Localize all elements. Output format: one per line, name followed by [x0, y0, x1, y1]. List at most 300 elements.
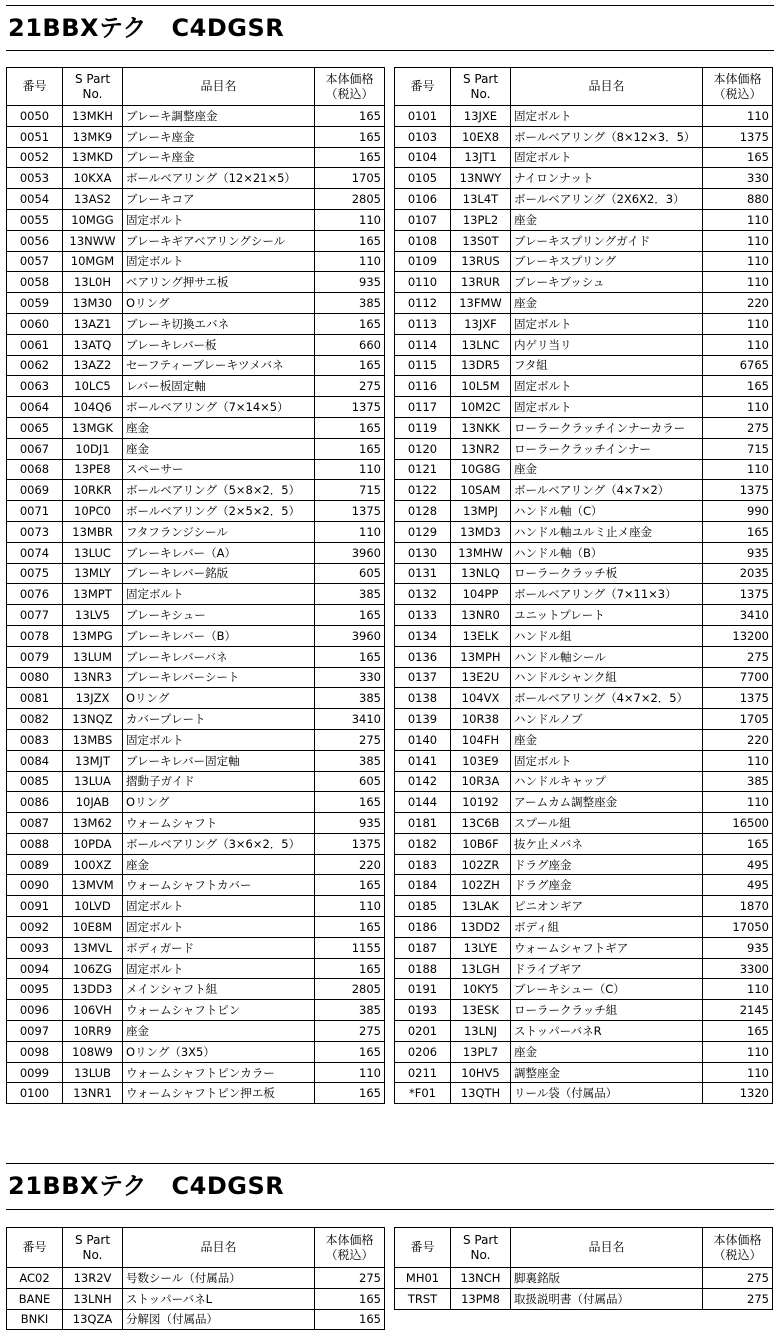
header-price-line2: （税込）: [713, 86, 762, 101]
cell-item-name: ウォームシャフトピン: [123, 1000, 315, 1021]
cell-spart-no: 106VH: [63, 1000, 123, 1021]
cell-price: 605: [315, 771, 385, 792]
cell-spart-no: 13LNJ: [451, 1021, 511, 1042]
table-row: [7, 313, 385, 334]
cell-number: 0068: [7, 459, 63, 480]
table-row: [7, 605, 385, 626]
parts-table-2-left: [6, 1227, 385, 1330]
cell-item-name: ボールベアリング（4×7×2．5）: [511, 688, 703, 709]
cell-spart-no: 13MHW: [451, 542, 511, 563]
cell-item-name: ボールベアリング（2×5×2．5）: [123, 501, 315, 522]
cell-spart-no: 13DD2: [451, 917, 511, 938]
cell-number: *F01: [395, 1083, 451, 1104]
cell-price: 385: [703, 771, 773, 792]
cell-item-name: 座金: [123, 438, 315, 459]
cell-number: 0130: [395, 542, 451, 563]
cell-number: 0103: [395, 126, 451, 147]
cell-spart-no: 13M62: [63, 813, 123, 834]
header-spart-no: [451, 68, 511, 106]
cell-spart-no: 13S0T: [451, 230, 511, 251]
header-number: 番号: [7, 1228, 63, 1268]
cell-number: 0051: [7, 126, 63, 147]
header-spart-line2: No.: [82, 86, 103, 101]
cell-price: 165: [703, 147, 773, 168]
cell-spart-no: 13RUS: [451, 251, 511, 272]
cell-price: 110: [703, 272, 773, 293]
cell-item-name: Oリング: [123, 688, 315, 709]
header-number: 番号: [7, 68, 63, 106]
table-row: [395, 1268, 773, 1289]
cell-item-name: 摺動子ガイド: [123, 771, 315, 792]
table-row: [395, 459, 773, 480]
cell-spart-no: 13MVM: [63, 875, 123, 896]
cell-number: 0128: [395, 501, 451, 522]
cell-item-name: ウォームシャフトギア: [511, 937, 703, 958]
cell-spart-no: 13PM8: [451, 1288, 511, 1309]
cell-item-name: ハンドル組: [511, 625, 703, 646]
cell-number: 0137: [395, 667, 451, 688]
cell-number: AC02: [7, 1268, 63, 1289]
cell-price: 935: [315, 813, 385, 834]
table-row: [395, 168, 773, 189]
cell-spart-no: 13LUB: [63, 1062, 123, 1083]
table-row: [395, 480, 773, 501]
cell-number: 0080: [7, 667, 63, 688]
table-row: [395, 792, 773, 813]
cell-spart-no: 13MGK: [63, 417, 123, 438]
table-row: [7, 979, 385, 1000]
cell-spart-no: 13NKK: [451, 417, 511, 438]
table-row: [395, 313, 773, 334]
cell-price: 330: [703, 168, 773, 189]
cell-spart-no: 10PC0: [63, 501, 123, 522]
table-row: [395, 106, 773, 127]
cell-item-name: ボールベアリング（2X6X2．3）: [511, 189, 703, 210]
table-row: [7, 209, 385, 230]
cell-number: 0082: [7, 709, 63, 730]
cell-price: 660: [315, 334, 385, 355]
cell-price: 495: [703, 854, 773, 875]
table-row: [7, 1000, 385, 1021]
cell-spart-no: 13R2V: [63, 1268, 123, 1289]
cell-spart-no: 13LYE: [451, 937, 511, 958]
header-number: 番号: [395, 1228, 451, 1268]
cell-number: 0090: [7, 875, 63, 896]
cell-spart-no: 104PP: [451, 584, 511, 605]
cell-price: 110: [315, 896, 385, 917]
cell-spart-no: 13LGH: [451, 958, 511, 979]
cell-item-name: ハンドルノブ: [511, 709, 703, 730]
header-spart-line2: No.: [470, 86, 491, 101]
cell-item-name: リール袋（付属品）: [511, 1083, 703, 1104]
table-row: [395, 355, 773, 376]
cell-number: 0104: [395, 147, 451, 168]
cell-spart-no: 13NLQ: [451, 563, 511, 584]
cell-price: 165: [315, 126, 385, 147]
table-row: [7, 833, 385, 854]
table-row: [395, 709, 773, 730]
cell-number: 0085: [7, 771, 63, 792]
cell-number: 0061: [7, 334, 63, 355]
header-price: [703, 68, 773, 106]
cell-spart-no: 10RR9: [63, 1021, 123, 1042]
cell-spart-no: 103E9: [451, 750, 511, 771]
cell-item-name: 座金: [511, 459, 703, 480]
cell-price: 110: [703, 397, 773, 418]
cell-item-name: ボディガード: [123, 937, 315, 958]
cell-item-name: 固定ボルト: [123, 584, 315, 605]
cell-number: 0053: [7, 168, 63, 189]
table-row: [7, 667, 385, 688]
header-number: 番号: [395, 68, 451, 106]
cell-price: 165: [703, 521, 773, 542]
cell-number: 0186: [395, 917, 451, 938]
cell-item-name: 座金: [123, 417, 315, 438]
cell-item-name: 固定ボルト: [511, 376, 703, 397]
cell-number: 0058: [7, 272, 63, 293]
cell-item-name: ボールベアリング（4×7×2）: [511, 480, 703, 501]
table-row: [395, 1062, 773, 1083]
header-spart-line1: S Part: [74, 1232, 111, 1247]
cell-spart-no: 10L5M: [451, 376, 511, 397]
cell-item-name: ドラグ座金: [511, 854, 703, 875]
cell-spart-no: 10R3A: [451, 771, 511, 792]
table-row: [7, 1083, 385, 1104]
cell-number: 0193: [395, 1000, 451, 1021]
cell-spart-no: 10DJ1: [63, 438, 123, 459]
cell-number: 0115: [395, 355, 451, 376]
cell-price: 110: [703, 792, 773, 813]
cell-spart-no: 13JZX: [63, 688, 123, 709]
cell-number: 0105: [395, 168, 451, 189]
cell-item-name: ブレーキ座金: [123, 126, 315, 147]
header-price-line2: （税込）: [713, 1247, 762, 1262]
cell-number: 0089: [7, 854, 63, 875]
cell-price: 385: [315, 750, 385, 771]
cell-item-name: ドラグ座金: [511, 875, 703, 896]
cell-price: 385: [315, 584, 385, 605]
header-price-line1: 本体価格: [325, 71, 374, 86]
table-row: [395, 771, 773, 792]
cell-item-name: ベアリング押サエ板: [123, 272, 315, 293]
cell-spart-no: 10RKR: [63, 480, 123, 501]
cell-spart-no: 13LAK: [451, 896, 511, 917]
cell-number: 0181: [395, 813, 451, 834]
cell-number: 0095: [7, 979, 63, 1000]
cell-price: 16500: [703, 813, 773, 834]
cell-number: 0065: [7, 417, 63, 438]
cell-number: 0063: [7, 376, 63, 397]
table-row: [7, 272, 385, 293]
cell-spart-no: 13LV5: [63, 605, 123, 626]
cell-price: 110: [315, 459, 385, 480]
cell-price: 110: [703, 979, 773, 1000]
table-row: [7, 646, 385, 667]
cell-item-name: 取扱説明書（付属品）: [511, 1288, 703, 1309]
cell-number: 0108: [395, 230, 451, 251]
cell-price: 275: [703, 646, 773, 667]
cell-spart-no: 13MK9: [63, 126, 123, 147]
table-row: [395, 1288, 773, 1309]
cell-price: 275: [703, 417, 773, 438]
cell-price: 110: [703, 209, 773, 230]
cell-number: 0139: [395, 709, 451, 730]
cell-item-name: ブレーキレバー板: [123, 334, 315, 355]
cell-spart-no: 10M2C: [451, 397, 511, 418]
table-row: [7, 168, 385, 189]
cell-item-name: ブレーキシュー（C）: [511, 979, 703, 1000]
table-row: [7, 937, 385, 958]
cell-spart-no: 13MBR: [63, 521, 123, 542]
table-header-row: [7, 1228, 385, 1268]
table-row: [7, 584, 385, 605]
cell-spart-no: 10SAM: [451, 480, 511, 501]
cell-spart-no: 13QTH: [451, 1083, 511, 1104]
cell-item-name: ピニオンギア: [511, 896, 703, 917]
cell-number: 0076: [7, 584, 63, 605]
table-row: [395, 126, 773, 147]
cell-item-name: ブレーキレバーバネ: [123, 646, 315, 667]
table-row: [395, 958, 773, 979]
table-row: [7, 438, 385, 459]
cell-item-name: フタ組: [511, 355, 703, 376]
cell-spart-no: 13NWY: [451, 168, 511, 189]
table-row: [395, 917, 773, 938]
cell-price: 165: [315, 1288, 385, 1309]
cell-number: 0107: [395, 209, 451, 230]
cell-price: 110: [315, 251, 385, 272]
cell-spart-no: 13C6B: [451, 813, 511, 834]
cell-number: 0084: [7, 750, 63, 771]
cell-price: 935: [703, 937, 773, 958]
top-rule: [6, 5, 774, 6]
cell-item-name: ブレーキスプリング: [511, 251, 703, 272]
table-row: [7, 480, 385, 501]
cell-price: 165: [315, 1041, 385, 1062]
cell-number: 0055: [7, 209, 63, 230]
cell-price: 165: [315, 438, 385, 459]
cell-price: 330: [315, 667, 385, 688]
parts-table-1-right: [394, 67, 773, 1104]
cell-price: 3410: [703, 605, 773, 626]
cell-item-name: 座金: [511, 729, 703, 750]
cell-number: 0117: [395, 397, 451, 418]
cell-spart-no: 10192: [451, 792, 511, 813]
cell-spart-no: 10KXA: [63, 168, 123, 189]
cell-item-name: スペーサー: [123, 459, 315, 480]
header-item-name: 品目名: [123, 1228, 315, 1268]
section-2-top-rule: [6, 1163, 774, 1164]
cell-price: 2145: [703, 1000, 773, 1021]
cell-number: BNKI: [7, 1309, 63, 1330]
cell-number: 0134: [395, 625, 451, 646]
table-row: [395, 1021, 773, 1042]
cell-spart-no: 104Q6: [63, 397, 123, 418]
cell-item-name: ハンドル軸シール: [511, 646, 703, 667]
cell-number: 0188: [395, 958, 451, 979]
cell-price: 1155: [315, 937, 385, 958]
cell-spart-no: 10HV5: [451, 1062, 511, 1083]
cell-price: 220: [703, 293, 773, 314]
cell-price: 165: [315, 958, 385, 979]
cell-number: 0069: [7, 480, 63, 501]
section-1-title-rule: [6, 50, 774, 51]
cell-number: 0182: [395, 833, 451, 854]
cell-price: 1375: [703, 584, 773, 605]
cell-spart-no: 13NR2: [451, 438, 511, 459]
table-row: [7, 917, 385, 938]
cell-number: 0201: [395, 1021, 451, 1042]
cell-item-name: 分解図（付属品）: [123, 1309, 315, 1330]
table-row: [395, 667, 773, 688]
header-price: [703, 1228, 773, 1268]
table-row: [395, 501, 773, 522]
cell-item-name: ストッパーバネR: [511, 1021, 703, 1042]
header-price-line2: （税込）: [325, 1247, 374, 1262]
cell-number: 0064: [7, 397, 63, 418]
cell-number: 0140: [395, 729, 451, 750]
cell-spart-no: 13MVL: [63, 937, 123, 958]
cell-price: 495: [703, 875, 773, 896]
cell-number: 0191: [395, 979, 451, 1000]
cell-number: MH01: [395, 1268, 451, 1289]
cell-item-name: ボールベアリング（5×8×2．5）: [123, 480, 315, 501]
header-spart-line1: S Part: [462, 71, 499, 86]
cell-spart-no: 13NQZ: [63, 709, 123, 730]
cell-number: 0097: [7, 1021, 63, 1042]
cell-number: 0092: [7, 917, 63, 938]
cell-spart-no: 13LUM: [63, 646, 123, 667]
cell-item-name: 座金: [123, 1021, 315, 1042]
table-row: [395, 813, 773, 834]
cell-number: 0206: [395, 1041, 451, 1062]
cell-spart-no: 13NCH: [451, 1268, 511, 1289]
table-row: [395, 334, 773, 355]
cell-item-name: Oリング（3X5）: [123, 1041, 315, 1062]
table-row: [7, 147, 385, 168]
cell-number: 0060: [7, 313, 63, 334]
cell-spart-no: 10R38: [451, 709, 511, 730]
cell-item-name: ブレーキ調整座金: [123, 106, 315, 127]
cell-item-name: Oリング: [123, 293, 315, 314]
cell-spart-no: 13L4T: [451, 189, 511, 210]
header-price: [315, 68, 385, 106]
header-price-line2: （税込）: [325, 86, 374, 101]
table-row: [395, 1083, 773, 1104]
cell-item-name: スプール組: [511, 813, 703, 834]
cell-item-name: ローラークラッチインナー: [511, 438, 703, 459]
cell-price: 935: [703, 542, 773, 563]
table-row: [395, 937, 773, 958]
cell-spart-no: 10LC5: [63, 376, 123, 397]
cell-item-name: ハンドル軸（B）: [511, 542, 703, 563]
table-row: [395, 293, 773, 314]
cell-spart-no: 13E2U: [451, 667, 511, 688]
cell-number: 0109: [395, 251, 451, 272]
cell-item-name: 固定ボルト: [123, 729, 315, 750]
table-row: [7, 251, 385, 272]
cell-price: 165: [703, 376, 773, 397]
cell-price: 110: [703, 1062, 773, 1083]
cell-price: 220: [703, 729, 773, 750]
cell-spart-no: 10MGM: [63, 251, 123, 272]
cell-price: 165: [315, 792, 385, 813]
cell-number: 0079: [7, 646, 63, 667]
cell-item-name: Oリング: [123, 792, 315, 813]
cell-spart-no: 13MKH: [63, 106, 123, 127]
cell-item-name: 固定ボルト: [511, 750, 703, 771]
cell-price: 17050: [703, 917, 773, 938]
cell-item-name: 抜ケ止メバネ: [511, 833, 703, 854]
cell-item-name: ブレーキ切換エバネ: [123, 313, 315, 334]
cell-number: 0100: [7, 1083, 63, 1104]
table-row: [7, 958, 385, 979]
cell-spart-no: 13FMW: [451, 293, 511, 314]
cell-number: 0075: [7, 563, 63, 584]
cell-number: 0052: [7, 147, 63, 168]
cell-number: 0057: [7, 251, 63, 272]
cell-number: 0087: [7, 813, 63, 834]
cell-spart-no: 13NWW: [63, 230, 123, 251]
cell-price: 880: [703, 189, 773, 210]
cell-number: 0183: [395, 854, 451, 875]
cell-item-name: ストッパーバネL: [123, 1288, 315, 1309]
cell-number: 0056: [7, 230, 63, 251]
cell-price: 1705: [703, 709, 773, 730]
cell-item-name: 固定ボルト: [511, 397, 703, 418]
cell-item-name: 調整座金: [511, 1062, 703, 1083]
cell-price: 110: [703, 230, 773, 251]
table-row: [7, 106, 385, 127]
cell-item-name: ブレーキスプリングガイド: [511, 230, 703, 251]
cell-spart-no: 13ATQ: [63, 334, 123, 355]
table-row: [395, 625, 773, 646]
table-row: [7, 542, 385, 563]
cell-spart-no: 13AZ1: [63, 313, 123, 334]
cell-number: 0121: [395, 459, 451, 480]
cell-price: 13200: [703, 625, 773, 646]
cell-spart-no: 10LVD: [63, 896, 123, 917]
cell-number: 0113: [395, 313, 451, 334]
cell-number: 0116: [395, 376, 451, 397]
cell-item-name: 固定ボルト: [123, 209, 315, 230]
cell-item-name: ウォームシャフトカバー: [123, 875, 315, 896]
table-row: [7, 1062, 385, 1083]
header-price-line1: 本体価格: [325, 1232, 374, 1247]
cell-spart-no: 13LUC: [63, 542, 123, 563]
cell-price: 165: [315, 605, 385, 626]
cell-price: 1705: [315, 168, 385, 189]
cell-price: 165: [703, 1021, 773, 1042]
cell-number: BANE: [7, 1288, 63, 1309]
cell-number: 0067: [7, 438, 63, 459]
cell-number: 0185: [395, 896, 451, 917]
table-row: [7, 771, 385, 792]
cell-number: 0132: [395, 584, 451, 605]
cell-number: 0078: [7, 625, 63, 646]
cell-item-name: ボールベアリング（12×21×5）: [123, 168, 315, 189]
cell-item-name: ブレーキブッシュ: [511, 272, 703, 293]
table-row: [7, 397, 385, 418]
cell-price: 165: [315, 1309, 385, 1330]
cell-number: 0184: [395, 875, 451, 896]
cell-item-name: 固定ボルト: [123, 917, 315, 938]
cell-price: 2805: [315, 979, 385, 1000]
cell-number: 0098: [7, 1041, 63, 1062]
cell-price: 165: [315, 106, 385, 127]
cell-spart-no: 13MPG: [63, 625, 123, 646]
cell-spart-no: 102ZR: [451, 854, 511, 875]
